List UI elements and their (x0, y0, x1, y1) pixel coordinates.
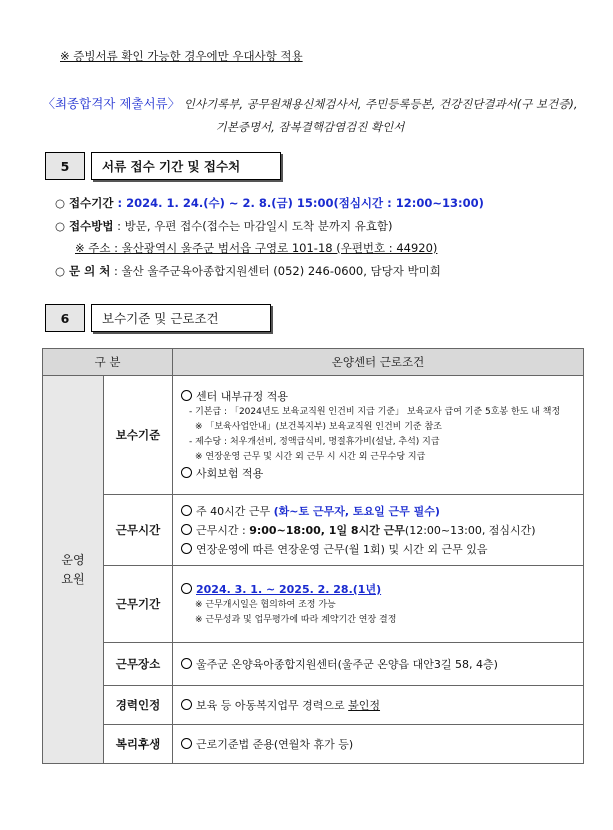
pay-line6: 사회보험 적용 (196, 467, 264, 480)
circle-bullet-icon (181, 738, 192, 749)
row-content-pay (173, 376, 584, 495)
term-line1: 2024. 3. 1. ~ 2025. 2. 28.(1년) (196, 582, 382, 596)
row-label-hours: 근무시간 (104, 495, 173, 566)
hours-line1a: 주 40시간 근무 (196, 504, 274, 518)
row-label-welfare: 복리후생 (104, 725, 173, 764)
row-content-term (173, 566, 584, 643)
pay-line2: - 기본급 : 「2024년도 보육교직원 인건비 지급 기준」 보육교사 급여 기준 5호봉 한도 내 책정 (189, 407, 561, 417)
category-line1: 운영 (61, 552, 85, 567)
table-row (43, 643, 584, 686)
working-conditions-table (42, 348, 584, 764)
circle-bullet-icon (181, 467, 192, 478)
category-cell (43, 376, 104, 764)
pay-line4: - 제수당 : 처우개선비, 정액급식비, 명절휴가비(설날, 추석) 지급 (189, 437, 440, 447)
row-content-hours (173, 495, 584, 566)
row-label-place: 근무장소 (104, 643, 173, 686)
hours-line3: 연장운영에 따른 연장운영 근무(월 1회) 및 시간 외 근무 있음 (196, 542, 488, 556)
table-row (43, 725, 584, 764)
circle-bullet-icon (181, 505, 192, 516)
circle-bullet-icon (181, 658, 192, 669)
circle-bullet-icon (181, 390, 192, 401)
circle-bullet-icon (181, 543, 192, 554)
receipt-method-label: ○ 접수방법 (55, 219, 114, 233)
term-line2: ※ 근무개시일은 협의하여 조정 가능 (195, 599, 336, 610)
section-title: 보수기준 및 근로조건 (91, 304, 271, 332)
section-number: 5 (45, 152, 85, 180)
pay-line5: ※ 연장운영 근무 및 시간 외 근무 시 시간 외 근무수당 지급 (195, 452, 426, 462)
receipt-method (55, 218, 393, 234)
pay-line1: 센터 내부규정 적용 (196, 390, 289, 403)
hours-line2c: (12:00~13:00, 점심시간) (404, 523, 536, 537)
final-docs-label: 〈최종합격자 제출서류〉 (42, 96, 181, 111)
receipt-period-value: : 2024. 1. 24.(수) ~ 2. 8.(금) 15:00(점심시간 : 12:00~13:00) (113, 196, 484, 210)
pay-line3: ※ 「보육사업안내」(보건복지부) 보육교직원 인건비 기준 참조 (195, 422, 442, 432)
receipt-period (55, 195, 484, 211)
row-label-pay: 보수기준 (104, 376, 173, 495)
circle-bullet-icon (181, 699, 192, 710)
welfare-line1: 근로기준법 준용(연월차 휴가 등) (196, 737, 354, 751)
section-number: 6 (45, 304, 85, 332)
table-row (43, 686, 584, 725)
header-conditions: 온양센터 근로조건 (173, 349, 584, 376)
career-line1a: 보육 등 아동복지업무 경력으로 (196, 698, 349, 712)
row-content-place (173, 643, 584, 686)
career-line1b: 불인정 (348, 698, 381, 712)
place-line1: 울주군 온양육아종합지원센터(울주군 온양읍 대안3길 58, 4층) (196, 657, 498, 671)
circle-bullet-icon (181, 583, 192, 594)
section-5-header (45, 152, 281, 180)
final-docs-line2: 기본증명서, 잠복결핵감염검진 확인서 (215, 120, 405, 134)
row-label-career: 경력인정 (104, 686, 173, 725)
header-category: 구 분 (43, 349, 173, 376)
term-line3: ※ 근무성과 및 업무평가에 따라 계약기간 연장 결정 (195, 614, 397, 625)
final-documents (40, 92, 580, 139)
final-docs-line1: 인사기록부, 공무원채용신체검사서, 주민등록등본, 건강진단결과서(구 보건증), (183, 97, 578, 111)
table-header-row (43, 349, 584, 376)
receipt-period-label: ○ 접수기간 (55, 196, 114, 210)
row-content-career (173, 686, 584, 725)
circle-bullet-icon (181, 524, 192, 535)
section-title: 서류 접수 기간 및 접수처 (91, 152, 281, 180)
table-row (43, 376, 584, 495)
category-line2: 요원 (61, 571, 85, 586)
table-row (43, 495, 584, 566)
evidence-note: ※ 증빙서류 확인 가능한 경우에만 우대사항 적용 (60, 49, 303, 63)
row-content-welfare (173, 725, 584, 764)
row-label-term: 근무기간 (104, 566, 173, 643)
receipt-method-value: : 방문, 우편 접수(접수는 마감일시 도착 분까지 유효함) (113, 219, 393, 233)
contact-value: : 울산 울주군육아종합지원센터 (052) 246-0600, 담당자 박미희 (110, 264, 441, 278)
contact (55, 263, 441, 279)
hours-line2a: 근무시간 : (196, 523, 250, 537)
hours-line1b: (화~토 근무자, 토요일 근무 필수) (273, 504, 440, 518)
table-row (43, 566, 584, 643)
contact-label: ○ 문 의 처 (55, 264, 111, 278)
receipt-address: ※ 주소 : 울산광역시 울주군 범서읍 구영로 101-18 (우편번호 : 44920) (75, 241, 438, 255)
hours-line2b: 9:00~18:00, 1일 8시간 근무 (249, 523, 405, 537)
section-6-header (45, 304, 271, 332)
